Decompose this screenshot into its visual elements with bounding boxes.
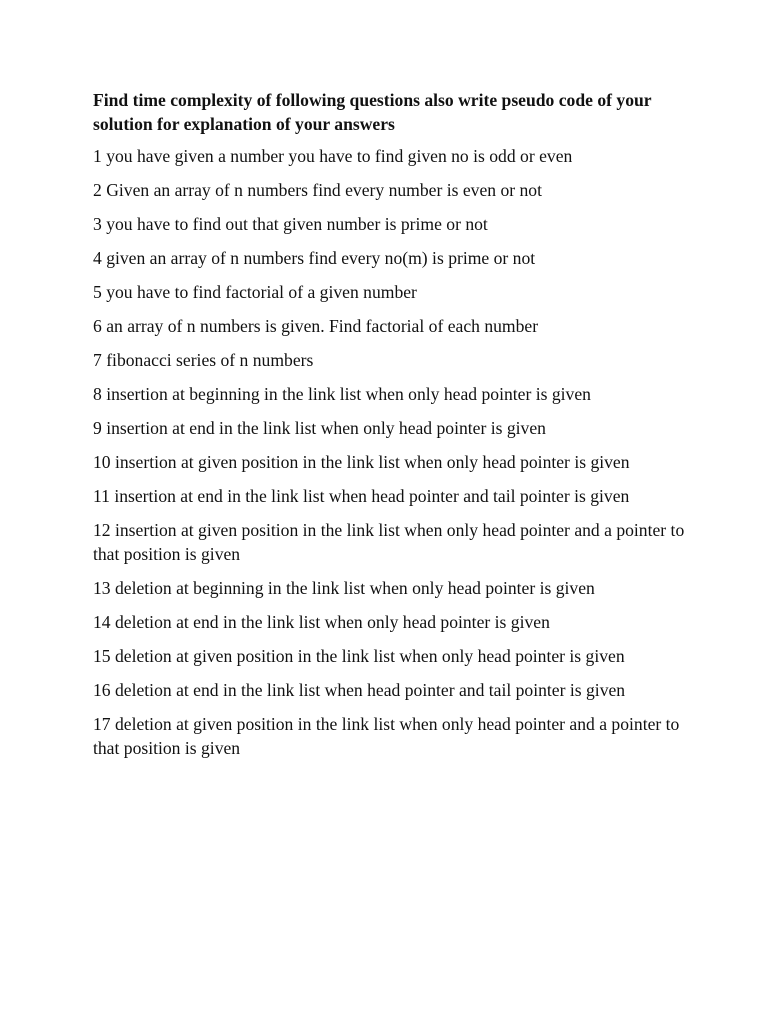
question-item: 1 you have given a number you have to find given no is odd or even	[93, 146, 573, 166]
question-item: 2 Given an array of n numbers find every number is even or not	[93, 180, 542, 200]
question-item: 9 insertion at end in the link list when only head pointer is given	[93, 418, 546, 438]
question-item: 6 an array of n numbers is given. Find factorial of each number	[93, 316, 539, 336]
question-item: 4 given an array of n numbers find every no(m) is prime or not	[93, 248, 536, 268]
question-item: 14 deletion at end in the link list when only head pointer is given	[93, 612, 550, 632]
question-item: 7 fibonacci series of n numbers	[93, 350, 314, 370]
question-item: 11 insertion at end in the link list when head pointer and tail pointer is given	[93, 486, 630, 506]
question-item: 5 you have to find factorial of a given number	[93, 282, 417, 302]
document-page	[93, 88, 685, 770]
question-item: 3 you have to find out that given number is prime or not	[93, 214, 488, 234]
document-heading: Find time complexity of following questions also write pseudo code of your solution for explanation of your answers	[93, 90, 652, 134]
question-item: 12 insertion at given position in the link list when only head pointer and a pointer to that position is given	[93, 520, 685, 564]
question-item: 10 insertion at given position in the link list when only head pointer is given	[93, 452, 630, 472]
question-item: 16 deletion at end in the link list when head pointer and tail pointer is given	[93, 680, 626, 700]
question-item: 8 insertion at beginning in the link list when only head pointer is given	[93, 384, 591, 404]
question-item: 15 deletion at given position in the link list when only head pointer is given	[93, 646, 625, 666]
question-item: 17 deletion at given position in the link list when only head pointer and a pointer to that position is given	[93, 714, 680, 758]
question-item: 13 deletion at beginning in the link list when only head pointer is given	[93, 578, 595, 598]
